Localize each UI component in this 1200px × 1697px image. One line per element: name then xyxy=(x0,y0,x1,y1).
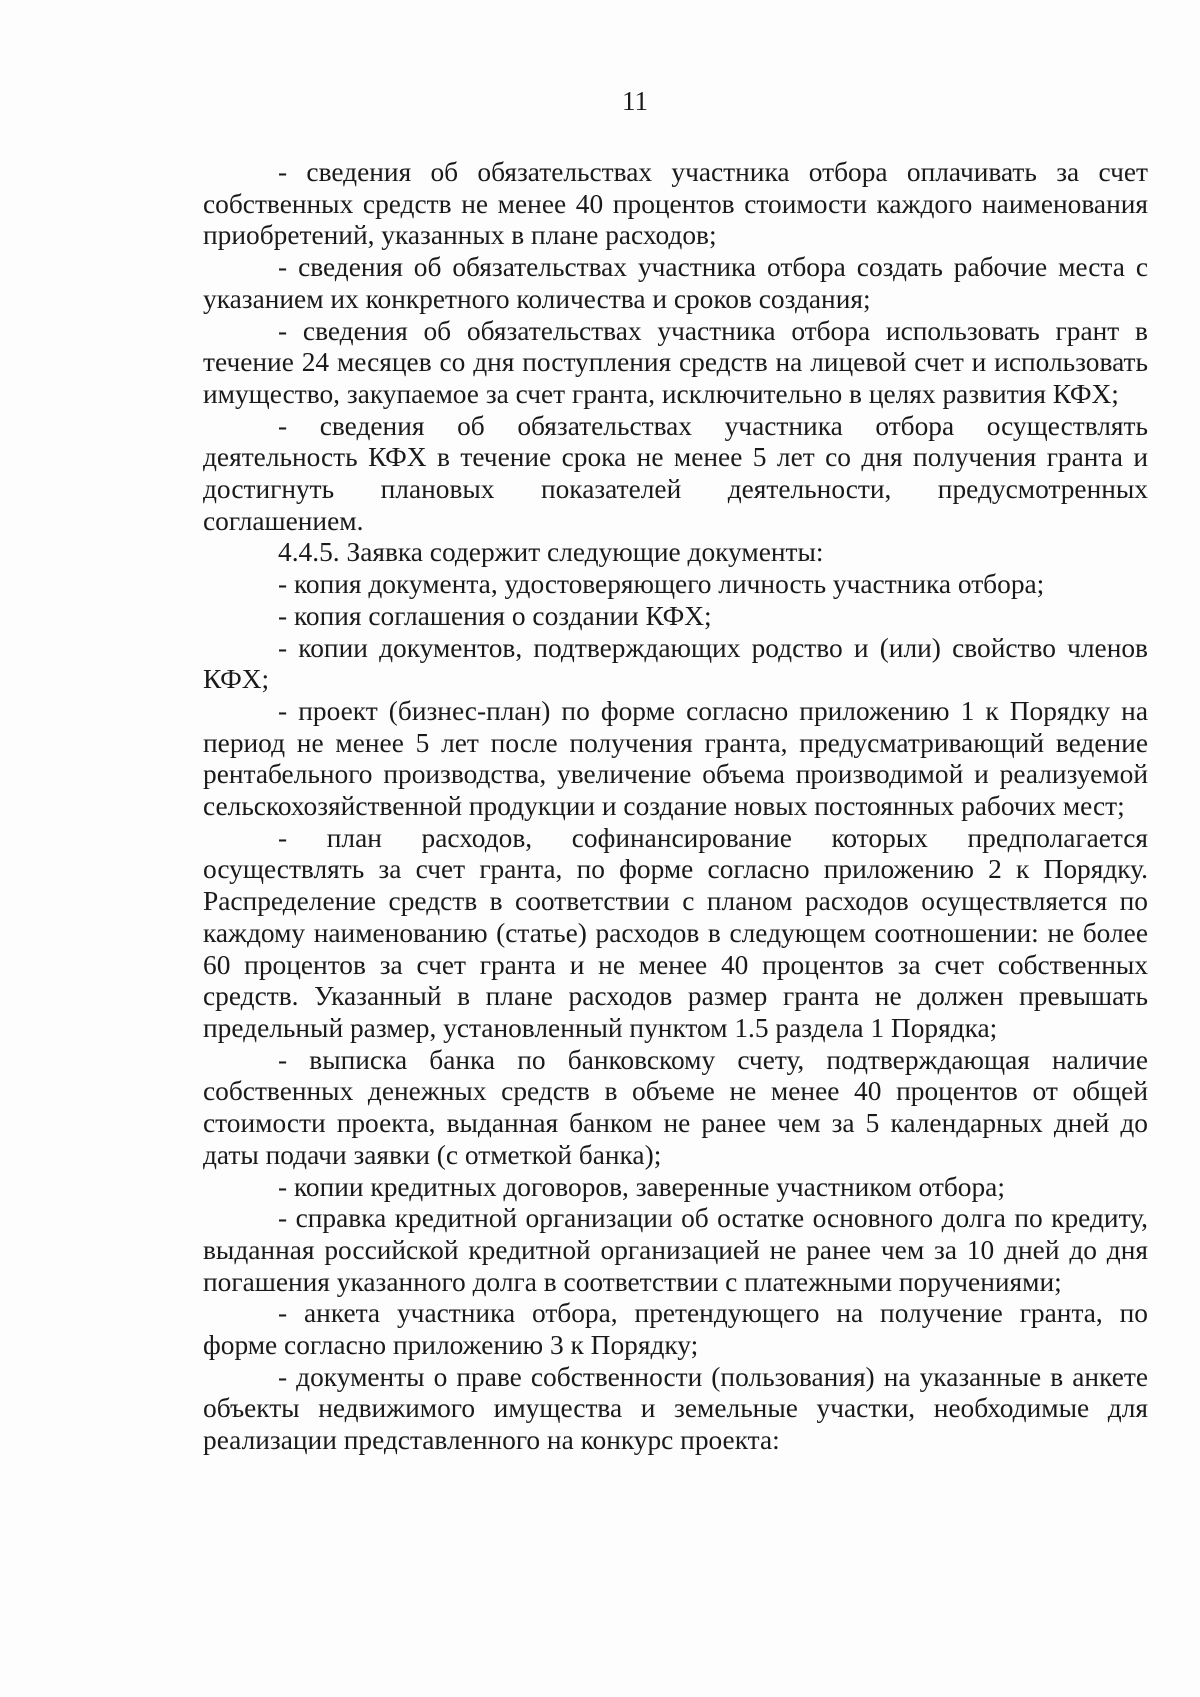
paragraph-8: - копии документов, подтверждающих родство и (или) свойство членов КФХ; xyxy=(203,632,1148,695)
paragraph-9: - проект (бизнес-план) по форме согласно приложению 1 к Порядку на период не менее 5 лет после получения гранта, предусматривающий ведение рентабельного производства, увеличение объема производимой и реализуемой сельскохозяйственной продукции и создание новых постоянных рабочих мест; xyxy=(203,695,1148,822)
paragraph-14: - анкета участника отбора, претендующего на получение гранта, по форме согласно приложению 3 к Порядку; xyxy=(203,1298,1148,1361)
paragraph-15: - документы о праве собственности (пользования) на указанные в анкете объекты недвижимого имущества и земельные участки, необходимые для реализации представленного на конкурс проекта: xyxy=(203,1361,1148,1456)
paragraph-3: - сведения об обязательствах участника отбора использовать грант в течение 24 месяцев со дня поступления средств на лицевой счет и использовать имущество, закупаемое за счет гранта, исключительно в целях развития КФХ; xyxy=(203,315,1148,409)
paragraph-13: - справка кредитной организации об остатке основного долга по кредиту, выданная российской кредитной организацией не ранее чем за 10 дней до дня погашения указанного долга в соответствии с платежными поручениями; xyxy=(203,1203,1148,1297)
paragraph-7: - копия соглашения о создании КФХ; xyxy=(278,600,712,631)
paragraph-11: - выписка банка по банковскому счету, подтверждающая наличие собственных денежных средств в объеме не менее 40 процентов от общей стоимости проекта, выданная банком не ранее чем за 5 календарных дней до даты подачи заявки (с отметкой банка); xyxy=(203,1044,1148,1170)
page-number: 11 xyxy=(622,86,648,116)
paragraph-1: - сведения об обязательствах участника отбора оплачивать за счет собственных средств не менее 40 процентов стоимости каждого наименования приобретений, указанных в плане расходов; xyxy=(203,157,1148,251)
paragraph-10: - план расходов, софинансирование которых предполагается осуществлять за счет гранта, по форме согласно приложению 2 к Порядку. Распределение средств в соответствии с планом расходов осуществляется по каждому наименованию (статье) расходов в следующем соотношении: не более 60 процентов за счет гранта и не менее 40 процентов за счет собственных средств. Указанный в плане расходов размер гранта не должен превышать предельный размер, установленный пунктом 1.5 раздела 1 Порядка; xyxy=(203,822,1148,1043)
paragraph-12: - копии кредитных договоров, заверенные участником отбора; xyxy=(278,1171,1005,1202)
paragraph-4: - сведения об обязательствах участника отбора осуществлять деятельность КФХ в течение срока не менее 5 лет со дня получения гранта и достигнуть плановых показателей деятельности, предусмотренных соглашением. xyxy=(203,410,1148,536)
paragraph-2: - сведения об обязательствах участника отбора создать рабочие места с указанием их конкретного количества и сроков создания; xyxy=(203,252,1148,314)
paragraph-5: 4.4.5. Заявка содержит следующие документы: xyxy=(278,537,824,568)
paragraph-6: - копия документа, удостоверяющего личность участника отбора; xyxy=(278,569,1045,600)
document-body xyxy=(203,157,1148,1457)
